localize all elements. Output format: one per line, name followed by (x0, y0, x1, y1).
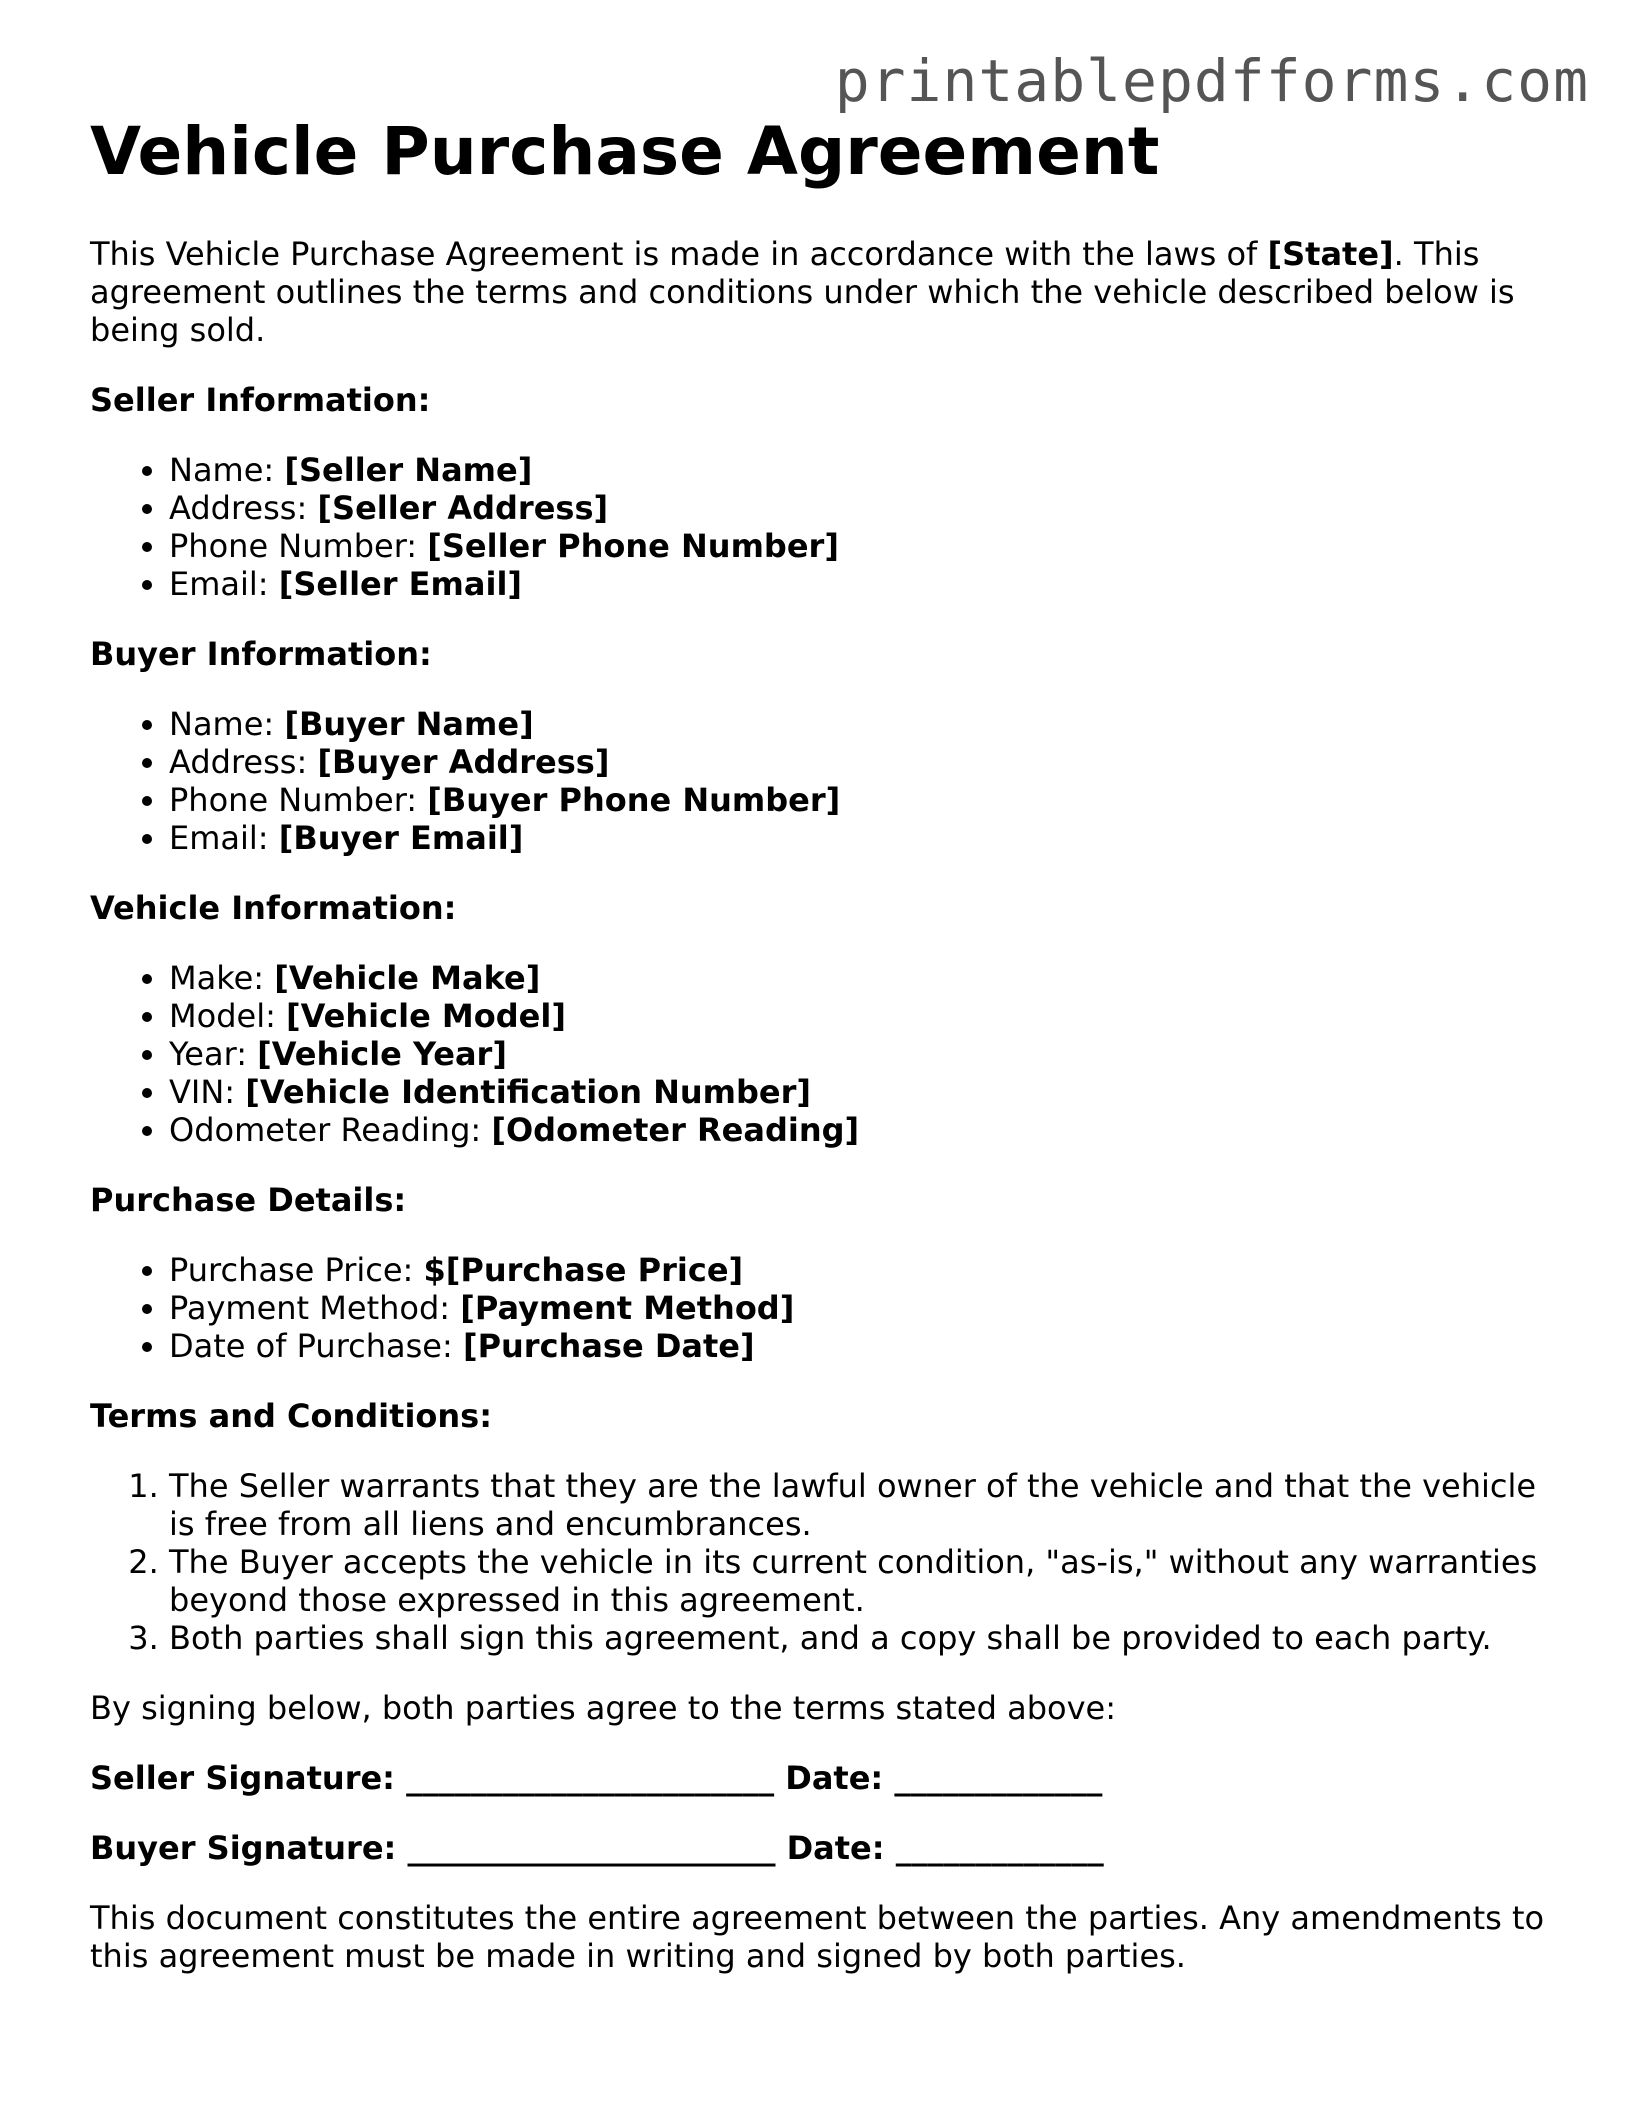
closing-paragraph: This document constitutes the entire agreement between the parties. Any amendments to this agreement must be made in writing and signed by both parties. (90, 1899, 1545, 1976)
item-value: [Buyer Address] (317, 743, 610, 782)
term-item: 1. The Seller warrants that they are the lawful owner of the vehicle and that the vehicle is free from all liens and encumbrances. (169, 1467, 1570, 1543)
term-item: 3. Both parties shall sign this agreement, and a copy shall be provided to each party. (169, 1619, 1570, 1657)
item-label: Date of Purchase: (169, 1327, 463, 1366)
item-value: [Seller Email] (278, 565, 523, 604)
item-value: [Vehicle Year] (257, 1035, 507, 1074)
buyer-list (90, 705, 1570, 857)
vehicle-heading: Vehicle Information: (90, 889, 457, 928)
item-label: Purchase Price: (169, 1251, 424, 1290)
terms-list (90, 1467, 1570, 1657)
item-label: Model: (169, 997, 287, 1036)
list-item (169, 489, 1570, 527)
list-item (169, 705, 1570, 743)
item-label: VIN: (169, 1073, 246, 1112)
item-value: [Seller Name] (284, 451, 533, 490)
list-item (169, 1073, 1570, 1111)
item-value: [Buyer Name] (284, 705, 534, 744)
buyer-signature-line: Buyer Signature: _______________________ Date: _____________ (90, 1829, 1104, 1868)
state-placeholder: [State] (1267, 235, 1394, 274)
item-label: Name: (169, 705, 285, 744)
item-label: Phone Number: (169, 781, 428, 820)
list-item (169, 743, 1570, 781)
buyer-heading: Buyer Information: (90, 635, 432, 674)
item-label: Email: (169, 565, 279, 604)
document-page (90, 112, 1570, 2007)
list-item (169, 1289, 1570, 1327)
list-item (169, 1111, 1570, 1149)
intro-text-before: This Vehicle Purchase Agreement is made in accordance with the laws of (90, 235, 1268, 274)
item-value: [Payment Method] (460, 1289, 795, 1328)
purchase-heading: Purchase Details: (90, 1181, 407, 1220)
list-item (169, 819, 1570, 857)
item-label: Make: (169, 959, 275, 998)
item-value: [Seller Phone Number] (427, 527, 839, 566)
item-value: [Vehicle Make] (274, 959, 541, 998)
term-item: 2. The Buyer accepts the vehicle in its current condition, "as-is," without any warranties beyond those expressed in this agreement. (169, 1543, 1570, 1619)
seller-signature-line: Seller Signature: _______________________ Date: _____________ (90, 1759, 1103, 1798)
purchase-list (90, 1251, 1570, 1365)
item-value: [Seller Address] (317, 489, 609, 528)
item-label: Payment Method: (169, 1289, 461, 1328)
list-item (169, 1327, 1570, 1365)
item-label: Email: (169, 819, 279, 858)
list-item (169, 565, 1570, 603)
seller-heading: Seller Information: (90, 381, 431, 420)
item-label: Phone Number: (169, 527, 428, 566)
item-value: [Vehicle Identification Number] (245, 1073, 812, 1112)
list-item (169, 997, 1570, 1035)
list-item (169, 959, 1570, 997)
seller-list (90, 451, 1570, 603)
item-value: [Purchase Date] (462, 1327, 755, 1366)
list-item (169, 1035, 1570, 1073)
list-item (169, 527, 1570, 565)
item-value: $[Purchase Price] (423, 1251, 744, 1290)
item-label: Name: (169, 451, 285, 490)
signing-intro: By signing below, both parties agree to the terms stated above: (90, 1689, 1116, 1728)
list-item (169, 781, 1570, 819)
item-label: Odometer Reading: (169, 1111, 492, 1150)
item-value: [Buyer Email] (278, 819, 524, 858)
watermark: printablepdfforms.com (834, 47, 1589, 115)
terms-heading: Terms and Conditions: (90, 1397, 493, 1436)
item-label: Address: (169, 743, 318, 782)
vehicle-list (90, 959, 1570, 1149)
list-item (169, 1251, 1570, 1289)
item-value: [Buyer Phone Number] (427, 781, 841, 820)
intro-text-after: . This agreement outlines the terms and conditions under which the vehicle described below is being sold. (90, 235, 1515, 350)
intro-paragraph (90, 235, 1570, 349)
item-label: Year: (169, 1035, 258, 1074)
page-title: Vehicle Purchase Agreement (90, 113, 1160, 190)
item-value: [Odometer Reading] (491, 1111, 860, 1150)
item-label: Address: (169, 489, 318, 528)
list-item (169, 451, 1570, 489)
item-value: [Vehicle Model] (286, 997, 566, 1036)
